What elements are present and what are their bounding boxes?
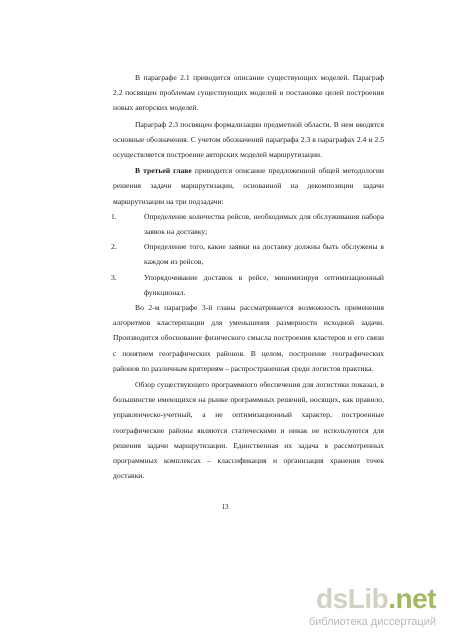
body-text (113, 70, 384, 483)
paragraph-5: Обзор существующего программного обеспечения для логистики показал, в большинстве имеющихся на рынке программных решений, носящих, как правило, управленческо-учетный, а не оптимизационный характер, построенные географические районы являются статическими и никак не используются для решения задачи маршрутизации. Единственная их задача в рассмотренных программных комплексах – классификация и организация хранения точек доставки. (113, 380, 384, 481)
list-item (113, 270, 384, 300)
list-item-text: Определение того, какие заявки на доставку должны быть обслужены в каждом из рейсов, (144, 242, 384, 267)
dslib-watermark[interactable] (276, 583, 436, 633)
paragraph-3 (113, 163, 384, 209)
chapter-three-lead: В третьей главе (135, 166, 192, 176)
list-item (113, 239, 384, 269)
paragraph-4: Во 2-м параграфе 3-й главы рассматривается возможность применения алгоритмов кластеризации для уменьшения размерности исходной задачи. Производится обоснование физического смысла построения кластеров и его связи с понятием географических районов. В целом, построение географических районов по различным критериям – распространенная среди логистов практика. (113, 303, 384, 373)
logo-main-text: dsLib (316, 583, 389, 614)
list-item-number: 1. (111, 211, 117, 221)
subtask-list (113, 209, 384, 300)
watermark-subtitle: библиотека диссертаций (308, 616, 436, 628)
dslib-logo (316, 583, 436, 615)
paragraph-3-rest: приводится описание предложенной общей методологии решения задачи маршрутизации, основанной на декомпозиции задачи маршрутизации на три подзадачи: (113, 166, 384, 206)
paragraph-2: Параграф 2.3 посвящен формализации предметной области. В нем вводятся основные обозначения. С учетом обозначений параграфа 2.3 в параграфах 2.4 и 2.5 осуществляется построение авторских моделей маршрутизации. (113, 119, 384, 160)
list-item (113, 209, 384, 239)
logo-accent-text: .net (388, 583, 436, 614)
list-item-number: 3. (111, 272, 117, 282)
list-item-text: Упорядочивание доставок в рейсе, минимизируя оптимизационный функционал. (144, 272, 384, 297)
list-item-number: 2. (111, 242, 117, 252)
page-number: 13 (221, 503, 229, 511)
list-item-text: Определение количества рейсов, необходимых для обслуживания набора заявок на доставку; (144, 211, 384, 237)
paragraph-1: В параграфе 2.1 приводится описание существующих моделей. Параграф 2.2 посвящен проблемам существующих моделей и постановке целей построения новых авторских моделей. (113, 73, 384, 113)
